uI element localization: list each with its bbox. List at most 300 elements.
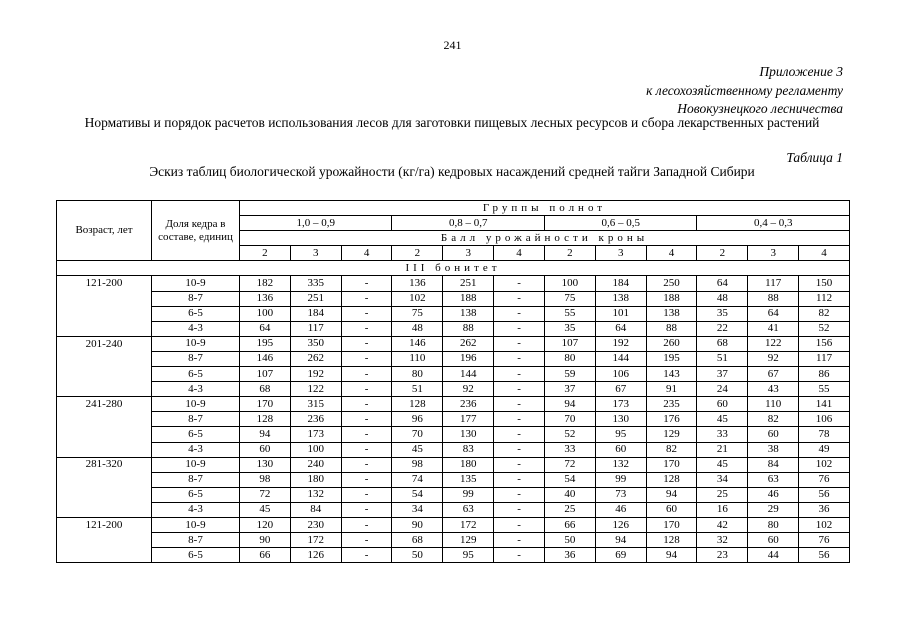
table-row [57, 548, 850, 563]
value-cell: 90 [240, 533, 291, 548]
value-cell: - [494, 367, 545, 382]
value-cell: - [494, 412, 545, 427]
value-cell: - [494, 487, 545, 502]
value-cell: 45 [697, 457, 748, 472]
age-cell [57, 487, 152, 502]
value-cell: 68 [240, 382, 291, 397]
value-cell: - [341, 427, 392, 442]
value-cell: 107 [240, 367, 291, 382]
value-cell: 51 [697, 351, 748, 366]
value-cell: 260 [646, 336, 697, 351]
share-cell: 4-3 [152, 442, 240, 457]
value-cell: 136 [240, 291, 291, 306]
table-row [57, 321, 850, 336]
value-cell: 59 [544, 367, 595, 382]
header-score: 3 [595, 246, 646, 261]
value-cell: 251 [443, 276, 494, 291]
value-cell: 64 [595, 321, 646, 336]
value-cell: 82 [748, 412, 799, 427]
value-cell: 88 [748, 291, 799, 306]
table-row [57, 291, 850, 306]
value-cell: 90 [392, 517, 443, 532]
value-cell: 251 [290, 291, 341, 306]
value-cell: 56 [799, 548, 850, 563]
value-cell: 45 [240, 502, 291, 517]
value-cell: 80 [544, 351, 595, 366]
value-cell: 177 [443, 412, 494, 427]
value-cell: 230 [290, 517, 341, 532]
header-score: 3 [748, 246, 799, 261]
table-row [57, 427, 850, 442]
value-cell: 50 [392, 548, 443, 563]
value-cell: 350 [290, 336, 341, 351]
value-cell: 128 [646, 533, 697, 548]
value-cell: 95 [443, 548, 494, 563]
value-cell: 82 [646, 442, 697, 457]
value-cell: - [341, 306, 392, 321]
value-cell: 54 [392, 487, 443, 502]
value-cell: 88 [443, 321, 494, 336]
value-cell: - [341, 487, 392, 502]
value-cell: 92 [748, 351, 799, 366]
value-cell: 172 [443, 517, 494, 532]
age-cell [57, 367, 152, 382]
share-cell: 10-9 [152, 276, 240, 291]
value-cell: 72 [544, 457, 595, 472]
value-cell: 66 [544, 517, 595, 532]
value-cell: 80 [392, 367, 443, 382]
value-cell: 122 [290, 382, 341, 397]
value-cell: 74 [392, 472, 443, 487]
value-cell: - [341, 533, 392, 548]
value-cell: 250 [646, 276, 697, 291]
header-group: 0,4 – 0,3 [697, 216, 850, 231]
value-cell: 78 [799, 427, 850, 442]
value-cell: 60 [748, 427, 799, 442]
value-cell: 143 [646, 367, 697, 382]
yield-table [56, 200, 850, 563]
value-cell: 76 [799, 472, 850, 487]
value-cell: - [494, 533, 545, 548]
value-cell: - [494, 336, 545, 351]
share-cell: 6-5 [152, 487, 240, 502]
header-row-groups [57, 201, 850, 216]
header-score: 4 [646, 246, 697, 261]
value-cell: 37 [697, 367, 748, 382]
header-share: Доля кедра в составе, единиц [152, 201, 240, 261]
value-cell: 80 [748, 517, 799, 532]
share-cell: 4-3 [152, 321, 240, 336]
value-cell: 45 [392, 442, 443, 457]
value-cell: 144 [595, 351, 646, 366]
value-cell: 75 [392, 306, 443, 321]
age-cell [57, 472, 152, 487]
age-cell [57, 351, 152, 366]
value-cell: - [494, 321, 545, 336]
table-row [57, 457, 850, 472]
value-cell: 102 [799, 457, 850, 472]
value-cell: 25 [697, 487, 748, 502]
value-cell: 180 [290, 472, 341, 487]
value-cell: 192 [290, 367, 341, 382]
value-cell: 72 [240, 487, 291, 502]
table-row [57, 472, 850, 487]
share-cell: 6-5 [152, 367, 240, 382]
page-number: 241 [443, 38, 462, 52]
value-cell: 55 [799, 382, 850, 397]
value-cell: 315 [290, 397, 341, 412]
value-cell: 42 [697, 517, 748, 532]
value-cell: 112 [799, 291, 850, 306]
header-group: 0,6 – 0,5 [544, 216, 696, 231]
value-cell: 84 [748, 457, 799, 472]
value-cell: 188 [646, 291, 697, 306]
value-cell: 130 [595, 412, 646, 427]
share-cell: 10-9 [152, 336, 240, 351]
value-cell: 180 [443, 457, 494, 472]
value-cell: 146 [392, 336, 443, 351]
header-group: 0,8 – 0,7 [392, 216, 544, 231]
share-cell: 8-7 [152, 533, 240, 548]
table-row [57, 382, 850, 397]
value-cell: 170 [240, 397, 291, 412]
value-cell: 236 [443, 397, 494, 412]
share-cell: 8-7 [152, 351, 240, 366]
value-cell: 172 [290, 533, 341, 548]
value-cell: - [494, 382, 545, 397]
header-groups-title: Группы полнот [240, 201, 850, 216]
value-cell: 144 [443, 367, 494, 382]
value-cell: 32 [697, 533, 748, 548]
value-cell: 195 [240, 336, 291, 351]
value-cell: 136 [392, 276, 443, 291]
value-cell: 192 [595, 336, 646, 351]
value-cell: 48 [392, 321, 443, 336]
value-cell: 182 [240, 276, 291, 291]
table-row [57, 306, 850, 321]
value-cell: 86 [799, 367, 850, 382]
age-cell: 241-280 [57, 397, 152, 412]
value-cell: 24 [697, 382, 748, 397]
value-cell: - [494, 306, 545, 321]
table-row [57, 517, 850, 532]
value-cell: 135 [443, 472, 494, 487]
age-cell [57, 548, 152, 563]
value-cell: 235 [646, 397, 697, 412]
value-cell: 84 [290, 502, 341, 517]
value-cell: 63 [443, 502, 494, 517]
value-cell: 82 [799, 306, 850, 321]
value-cell: 100 [544, 276, 595, 291]
header-score: 2 [697, 246, 748, 261]
table-label: Таблица 1 [786, 150, 843, 165]
value-cell: 128 [392, 397, 443, 412]
table-row [57, 397, 850, 412]
value-cell: 92 [443, 382, 494, 397]
value-cell: 46 [748, 487, 799, 502]
value-cell: 16 [697, 502, 748, 517]
value-cell: 120 [240, 517, 291, 532]
value-cell: 188 [443, 291, 494, 306]
value-cell: 95 [595, 427, 646, 442]
table-row [57, 276, 850, 291]
share-cell: 8-7 [152, 412, 240, 427]
value-cell: 46 [595, 502, 646, 517]
value-cell: 126 [290, 548, 341, 563]
value-cell: 70 [392, 427, 443, 442]
value-cell: 94 [646, 548, 697, 563]
age-cell: 121-200 [57, 517, 152, 532]
value-cell: - [341, 502, 392, 517]
value-cell: 117 [290, 321, 341, 336]
value-cell: 66 [240, 548, 291, 563]
value-cell: 73 [595, 487, 646, 502]
value-cell: 184 [595, 276, 646, 291]
age-cell [57, 306, 152, 321]
header-score: 4 [341, 246, 392, 261]
value-cell: 170 [646, 457, 697, 472]
value-cell: - [494, 442, 545, 457]
value-cell: 64 [748, 306, 799, 321]
value-cell: - [494, 351, 545, 366]
value-cell: - [494, 548, 545, 563]
value-cell: 196 [443, 351, 494, 366]
table-row [57, 351, 850, 366]
table-row [57, 502, 850, 517]
share-cell: 10-9 [152, 517, 240, 532]
value-cell: 50 [544, 533, 595, 548]
value-cell: 96 [392, 412, 443, 427]
value-cell: 138 [443, 306, 494, 321]
value-cell: 60 [646, 502, 697, 517]
value-cell: 132 [290, 487, 341, 502]
age-cell: 121-200 [57, 276, 152, 291]
value-cell: 29 [748, 502, 799, 517]
appendix-label: Приложение 3 [759, 64, 843, 79]
header-crown-title: Балл урожайности кроны [240, 231, 850, 246]
value-cell: 128 [240, 412, 291, 427]
value-cell: 128 [646, 472, 697, 487]
value-cell: 56 [799, 487, 850, 502]
value-cell: 76 [799, 533, 850, 548]
age-cell [57, 427, 152, 442]
value-cell: 150 [799, 276, 850, 291]
value-cell: 21 [697, 442, 748, 457]
value-cell: 146 [240, 351, 291, 366]
value-cell: 43 [748, 382, 799, 397]
value-cell: 99 [595, 472, 646, 487]
value-cell: 94 [544, 397, 595, 412]
header-score: 4 [494, 246, 545, 261]
value-cell: 262 [290, 351, 341, 366]
value-cell: 130 [443, 427, 494, 442]
share-cell: 4-3 [152, 382, 240, 397]
value-cell: - [341, 472, 392, 487]
value-cell: - [341, 321, 392, 336]
value-cell: 37 [544, 382, 595, 397]
value-cell: - [341, 397, 392, 412]
value-cell: 52 [799, 321, 850, 336]
value-cell: 102 [799, 517, 850, 532]
value-cell: - [494, 397, 545, 412]
value-cell: 60 [748, 533, 799, 548]
value-cell: 99 [443, 487, 494, 502]
age-cell [57, 502, 152, 517]
value-cell: 88 [646, 321, 697, 336]
value-cell: - [494, 276, 545, 291]
value-cell: 240 [290, 457, 341, 472]
value-cell: 44 [748, 548, 799, 563]
value-cell: 55 [544, 306, 595, 321]
age-cell [57, 321, 152, 336]
value-cell: 107 [544, 336, 595, 351]
age-cell [57, 382, 152, 397]
value-cell: 170 [646, 517, 697, 532]
age-cell [57, 412, 152, 427]
header-score: 3 [443, 246, 494, 261]
value-cell: 68 [392, 533, 443, 548]
value-cell: 156 [799, 336, 850, 351]
value-cell: 25 [544, 502, 595, 517]
value-cell: 51 [392, 382, 443, 397]
share-cell: 10-9 [152, 457, 240, 472]
value-cell: - [341, 367, 392, 382]
value-cell: 33 [697, 427, 748, 442]
value-cell: - [494, 457, 545, 472]
value-cell: 34 [697, 472, 748, 487]
value-cell: 110 [748, 397, 799, 412]
value-cell: 33 [544, 442, 595, 457]
value-cell: 122 [748, 336, 799, 351]
table-row [57, 336, 850, 351]
value-cell: 138 [595, 291, 646, 306]
header-group: 1,0 – 0,9 [240, 216, 392, 231]
value-cell: - [341, 276, 392, 291]
header-age: Возраст, лет [57, 201, 152, 261]
age-cell: 201-240 [57, 336, 152, 351]
value-cell: 36 [799, 502, 850, 517]
value-cell: 40 [544, 487, 595, 502]
value-cell: 117 [748, 276, 799, 291]
value-cell: 34 [392, 502, 443, 517]
value-cell: - [341, 382, 392, 397]
table-caption: Эскиз таблиц биологической урожайности (кг/га) кедровых насаждений средней тайги Западной Сибири [149, 164, 755, 179]
value-cell: 70 [544, 412, 595, 427]
value-cell: 129 [646, 427, 697, 442]
value-cell: 67 [748, 367, 799, 382]
value-cell: 132 [595, 457, 646, 472]
value-cell: 101 [595, 306, 646, 321]
table-row [57, 367, 850, 382]
value-cell: - [494, 472, 545, 487]
value-cell: 94 [646, 487, 697, 502]
value-cell: 67 [595, 382, 646, 397]
value-cell: 94 [240, 427, 291, 442]
value-cell: - [341, 291, 392, 306]
value-cell: 138 [646, 306, 697, 321]
table-row [57, 533, 850, 548]
value-cell: - [494, 291, 545, 306]
age-cell [57, 291, 152, 306]
value-cell: 100 [240, 306, 291, 321]
value-cell: 126 [595, 517, 646, 532]
table-row [57, 412, 850, 427]
value-cell: 184 [290, 306, 341, 321]
age-cell [57, 442, 152, 457]
value-cell: 23 [697, 548, 748, 563]
value-cell: 102 [392, 291, 443, 306]
value-cell: 335 [290, 276, 341, 291]
value-cell: 52 [544, 427, 595, 442]
value-cell: 94 [595, 533, 646, 548]
value-cell: 45 [697, 412, 748, 427]
value-cell: 98 [240, 472, 291, 487]
section-row [57, 261, 850, 276]
value-cell: 106 [595, 367, 646, 382]
share-cell: 6-5 [152, 548, 240, 563]
value-cell: 48 [697, 291, 748, 306]
value-cell: - [341, 442, 392, 457]
value-cell: 35 [697, 306, 748, 321]
value-cell: 22 [697, 321, 748, 336]
header-score: 4 [799, 246, 850, 261]
document-title: Нормативы и порядок расчетов использования лесов для заготовки пищевых лесных ресурсов и сбора лекарственных растений [84, 115, 820, 130]
value-cell: 41 [748, 321, 799, 336]
value-cell: - [494, 502, 545, 517]
value-cell: 176 [646, 412, 697, 427]
value-cell: 64 [697, 276, 748, 291]
value-cell: 117 [799, 351, 850, 366]
value-cell: - [341, 351, 392, 366]
value-cell: 173 [290, 427, 341, 442]
value-cell: 106 [799, 412, 850, 427]
header-score: 2 [544, 246, 595, 261]
value-cell: 68 [697, 336, 748, 351]
value-cell: 60 [595, 442, 646, 457]
value-cell: - [341, 457, 392, 472]
value-cell: 49 [799, 442, 850, 457]
value-cell: 100 [290, 442, 341, 457]
value-cell: 60 [240, 442, 291, 457]
value-cell: 110 [392, 351, 443, 366]
section-label: III бонитет [57, 261, 850, 276]
age-cell [57, 533, 152, 548]
value-cell: 83 [443, 442, 494, 457]
header-score: 2 [392, 246, 443, 261]
value-cell: 35 [544, 321, 595, 336]
value-cell: - [341, 548, 392, 563]
value-cell: 38 [748, 442, 799, 457]
share-cell: 8-7 [152, 472, 240, 487]
value-cell: 262 [443, 336, 494, 351]
share-cell: 4-3 [152, 502, 240, 517]
value-cell: - [494, 517, 545, 532]
value-cell: - [494, 427, 545, 442]
value-cell: - [341, 336, 392, 351]
value-cell: 236 [290, 412, 341, 427]
share-cell: 6-5 [152, 427, 240, 442]
value-cell: 129 [443, 533, 494, 548]
value-cell: 54 [544, 472, 595, 487]
header-score: 2 [240, 246, 291, 261]
share-cell: 10-9 [152, 397, 240, 412]
value-cell: 98 [392, 457, 443, 472]
value-cell: 63 [748, 472, 799, 487]
appendix-forestry: Новокузнецкого лесничества [677, 101, 843, 116]
value-cell: 36 [544, 548, 595, 563]
age-cell: 281-320 [57, 457, 152, 472]
table-row [57, 487, 850, 502]
